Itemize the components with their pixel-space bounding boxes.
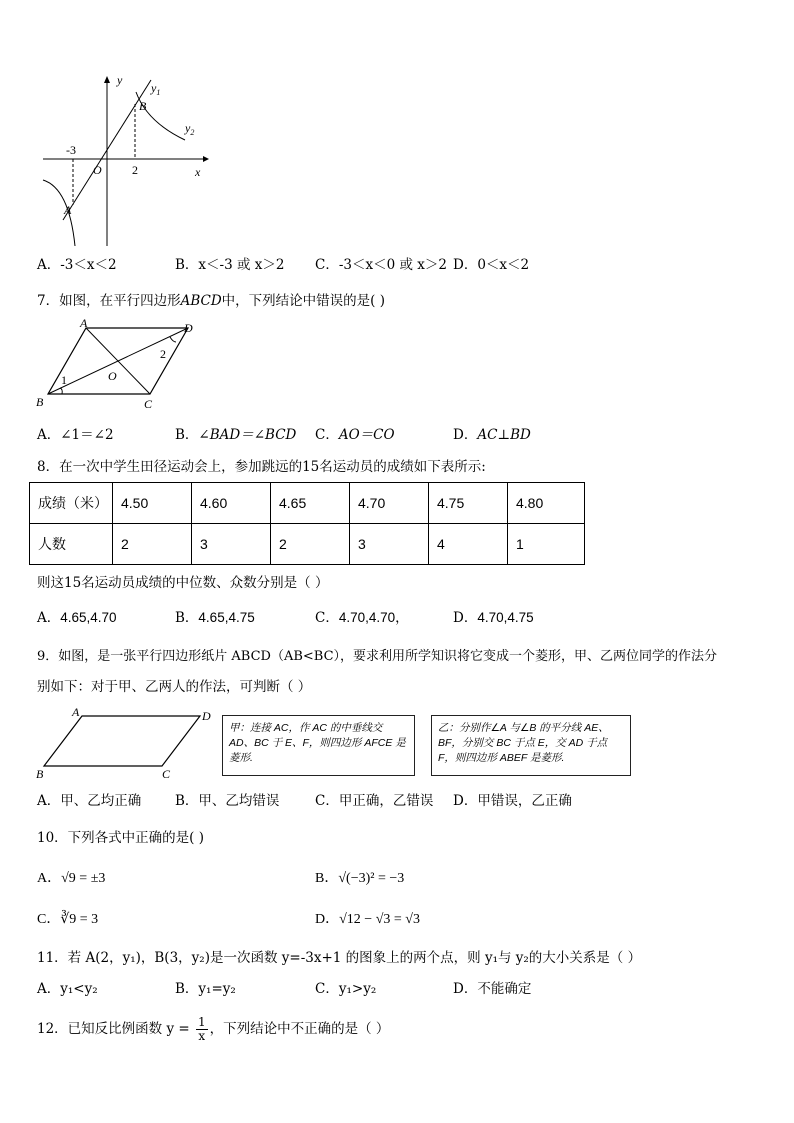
angle1-label: 1 bbox=[61, 373, 67, 387]
q9-stem-line2: 别如下：对于甲、乙两人的作法，可判断（ ） bbox=[37, 679, 312, 695]
center-o-label: O bbox=[108, 369, 117, 383]
angle2-label: 2 bbox=[160, 347, 166, 361]
table-row bbox=[30, 483, 585, 524]
table-cell: 2 bbox=[271, 524, 350, 565]
q9-option-d[interactable]: D．甲错误，乙正确 bbox=[453, 793, 572, 809]
q6-option-b[interactable]: B．x＜-3 或 x＞2 bbox=[175, 257, 285, 273]
q7-option-a[interactable]: A．∠1＝∠2 bbox=[37, 427, 114, 443]
q8-stem: 8．在一次中学生田径运动会上，参加跳远的15名运动员的成绩如下表所示: bbox=[37, 459, 486, 475]
q6-option-c[interactable]: C．-3＜x＜0 或 x＞2 bbox=[315, 257, 447, 273]
y-axis-label: y bbox=[117, 73, 123, 87]
q8-option-b[interactable]: B．4.65,4.75 bbox=[175, 610, 255, 626]
diagonal-bd bbox=[48, 328, 188, 394]
q10-option-b[interactable]: B．√(−3)² = −3 bbox=[315, 871, 405, 886]
table-cell: 4.60 bbox=[192, 483, 271, 524]
q11-option-a[interactable]: A．y₁<y₂ bbox=[37, 981, 98, 997]
curve1-label: $y_1$ bbox=[151, 81, 161, 97]
q8-option-c[interactable]: C．4.70,4.70， bbox=[315, 610, 409, 626]
table-cell: 成绩（米） bbox=[30, 483, 113, 524]
coordinate-graph bbox=[35, 70, 215, 250]
q7-stem: 7．如图，在平行四边形ABCD中，下列结论中错误的是( ) bbox=[37, 293, 385, 309]
q9-option-a[interactable]: A．甲、乙均正确 bbox=[37, 793, 142, 809]
vertex-c-label: C bbox=[144, 397, 153, 411]
angle1-arc bbox=[60, 388, 62, 394]
point-b-label: B bbox=[139, 99, 147, 113]
vertex-d-label: D bbox=[202, 709, 211, 723]
x-axis-arrow bbox=[203, 156, 209, 162]
angle2-arc bbox=[170, 337, 176, 342]
q8-option-a[interactable]: A．4.65,4.70 bbox=[37, 610, 117, 626]
vertex-d-label: D bbox=[184, 321, 193, 335]
table-cell: 1 bbox=[508, 524, 585, 565]
table-cell: 4.75 bbox=[429, 483, 508, 524]
parallelogram-figure-q7 bbox=[30, 318, 210, 413]
vertex-a-label: A bbox=[72, 705, 80, 719]
q11-option-c[interactable]: C．y₁>y₂ bbox=[315, 981, 377, 997]
vertex-a-label: A bbox=[80, 318, 88, 330]
q10-option-c[interactable]: C．∛9 = 3 bbox=[37, 912, 99, 927]
table-cell: 4.70 bbox=[350, 483, 429, 524]
method-box-yi: 乙：分别作∠A 与∠B 的平分线 AE、BF，分别交 BC 于点 E，交 AD 于点 F，则四边形 ABEF 是菱形. bbox=[431, 715, 631, 776]
score-table bbox=[29, 482, 585, 565]
q7-option-c[interactable]: C．AO＝CO bbox=[315, 427, 395, 443]
table-cell: 4.65 bbox=[271, 483, 350, 524]
q11-option-b[interactable]: B．y₁=y₂ bbox=[175, 981, 236, 997]
point-a-label: A bbox=[64, 203, 72, 217]
table-cell: 2 bbox=[113, 524, 192, 565]
table-cell: 人数 bbox=[30, 524, 113, 565]
table-cell: 3 bbox=[192, 524, 271, 565]
y-axis-arrow bbox=[104, 76, 110, 83]
x-axis-label: x bbox=[195, 165, 201, 179]
q11-option-d[interactable]: D．不能确定 bbox=[453, 981, 532, 997]
parallelogram-figure-q9 bbox=[30, 704, 220, 784]
tick-pos-label: 2 bbox=[132, 163, 138, 177]
q9-option-c[interactable]: C．甲正确，乙错误 bbox=[315, 793, 434, 809]
origin-label: O bbox=[93, 163, 102, 177]
table-cell: 4 bbox=[429, 524, 508, 565]
curve2-label: $y_2$ bbox=[185, 121, 195, 137]
q8-option-d[interactable]: D．4.70,4.75 bbox=[453, 610, 534, 626]
q10-stem: 10．下列各式中正确的是( ) bbox=[37, 830, 205, 846]
vertex-b-label: B bbox=[36, 767, 44, 781]
q10-option-d[interactable]: D．√12 − √3 = √3 bbox=[315, 912, 420, 927]
q7-option-d[interactable]: D．AC⊥BD bbox=[453, 427, 531, 443]
q6-option-a[interactable]: A．-3＜x＜2 bbox=[37, 257, 117, 273]
table-cell: 3 bbox=[350, 524, 429, 565]
q11-stem: 11．若 A(2，y₁)，B(3，y₂)是一次函数 y=-3x+1 的图象上的两个点，则 y₁与 y₂的大小关系是（ ） bbox=[37, 950, 642, 966]
parallelogram-paper bbox=[44, 716, 200, 766]
vertex-b-label: B bbox=[36, 395, 44, 409]
method-box-jia: 甲：连接 AC，作 AC 的中垂线交 AD、BC 于 E、F，则四边形 AFCE 是菱形. bbox=[222, 715, 415, 776]
table-cell: 4.50 bbox=[113, 483, 192, 524]
q6-option-d[interactable]: D．0＜x＜2 bbox=[453, 257, 530, 273]
q9-option-b[interactable]: B．甲、乙均错误 bbox=[175, 793, 280, 809]
q10-option-a[interactable]: A．√9 = ±3 bbox=[37, 871, 106, 886]
q9-stem-line1: 9．如图，是一张平行四边形纸片 ABCD（AB<BC），要求利用所学知识将它变成一个菱形，甲、乙两位同学的作法分 bbox=[37, 649, 718, 664]
table-row bbox=[30, 524, 585, 565]
vertex-c-label: C bbox=[162, 767, 171, 781]
q7-option-b[interactable]: B．∠BAD＝∠BCD bbox=[175, 427, 297, 443]
table-cell: 4.80 bbox=[508, 483, 585, 524]
fraction-1-over-x: $\frac{1}{x}$ bbox=[198, 1015, 206, 1043]
tick-neg-label: -3 bbox=[66, 143, 76, 157]
q8-question: 则这15名运动员成绩的中位数、众数分别是（ ） bbox=[37, 575, 329, 591]
q12-stem: 12．已知反比例函数 y = $\frac{1}{x}$ ，下列结论中不正确的是（ ） bbox=[37, 1015, 390, 1043]
